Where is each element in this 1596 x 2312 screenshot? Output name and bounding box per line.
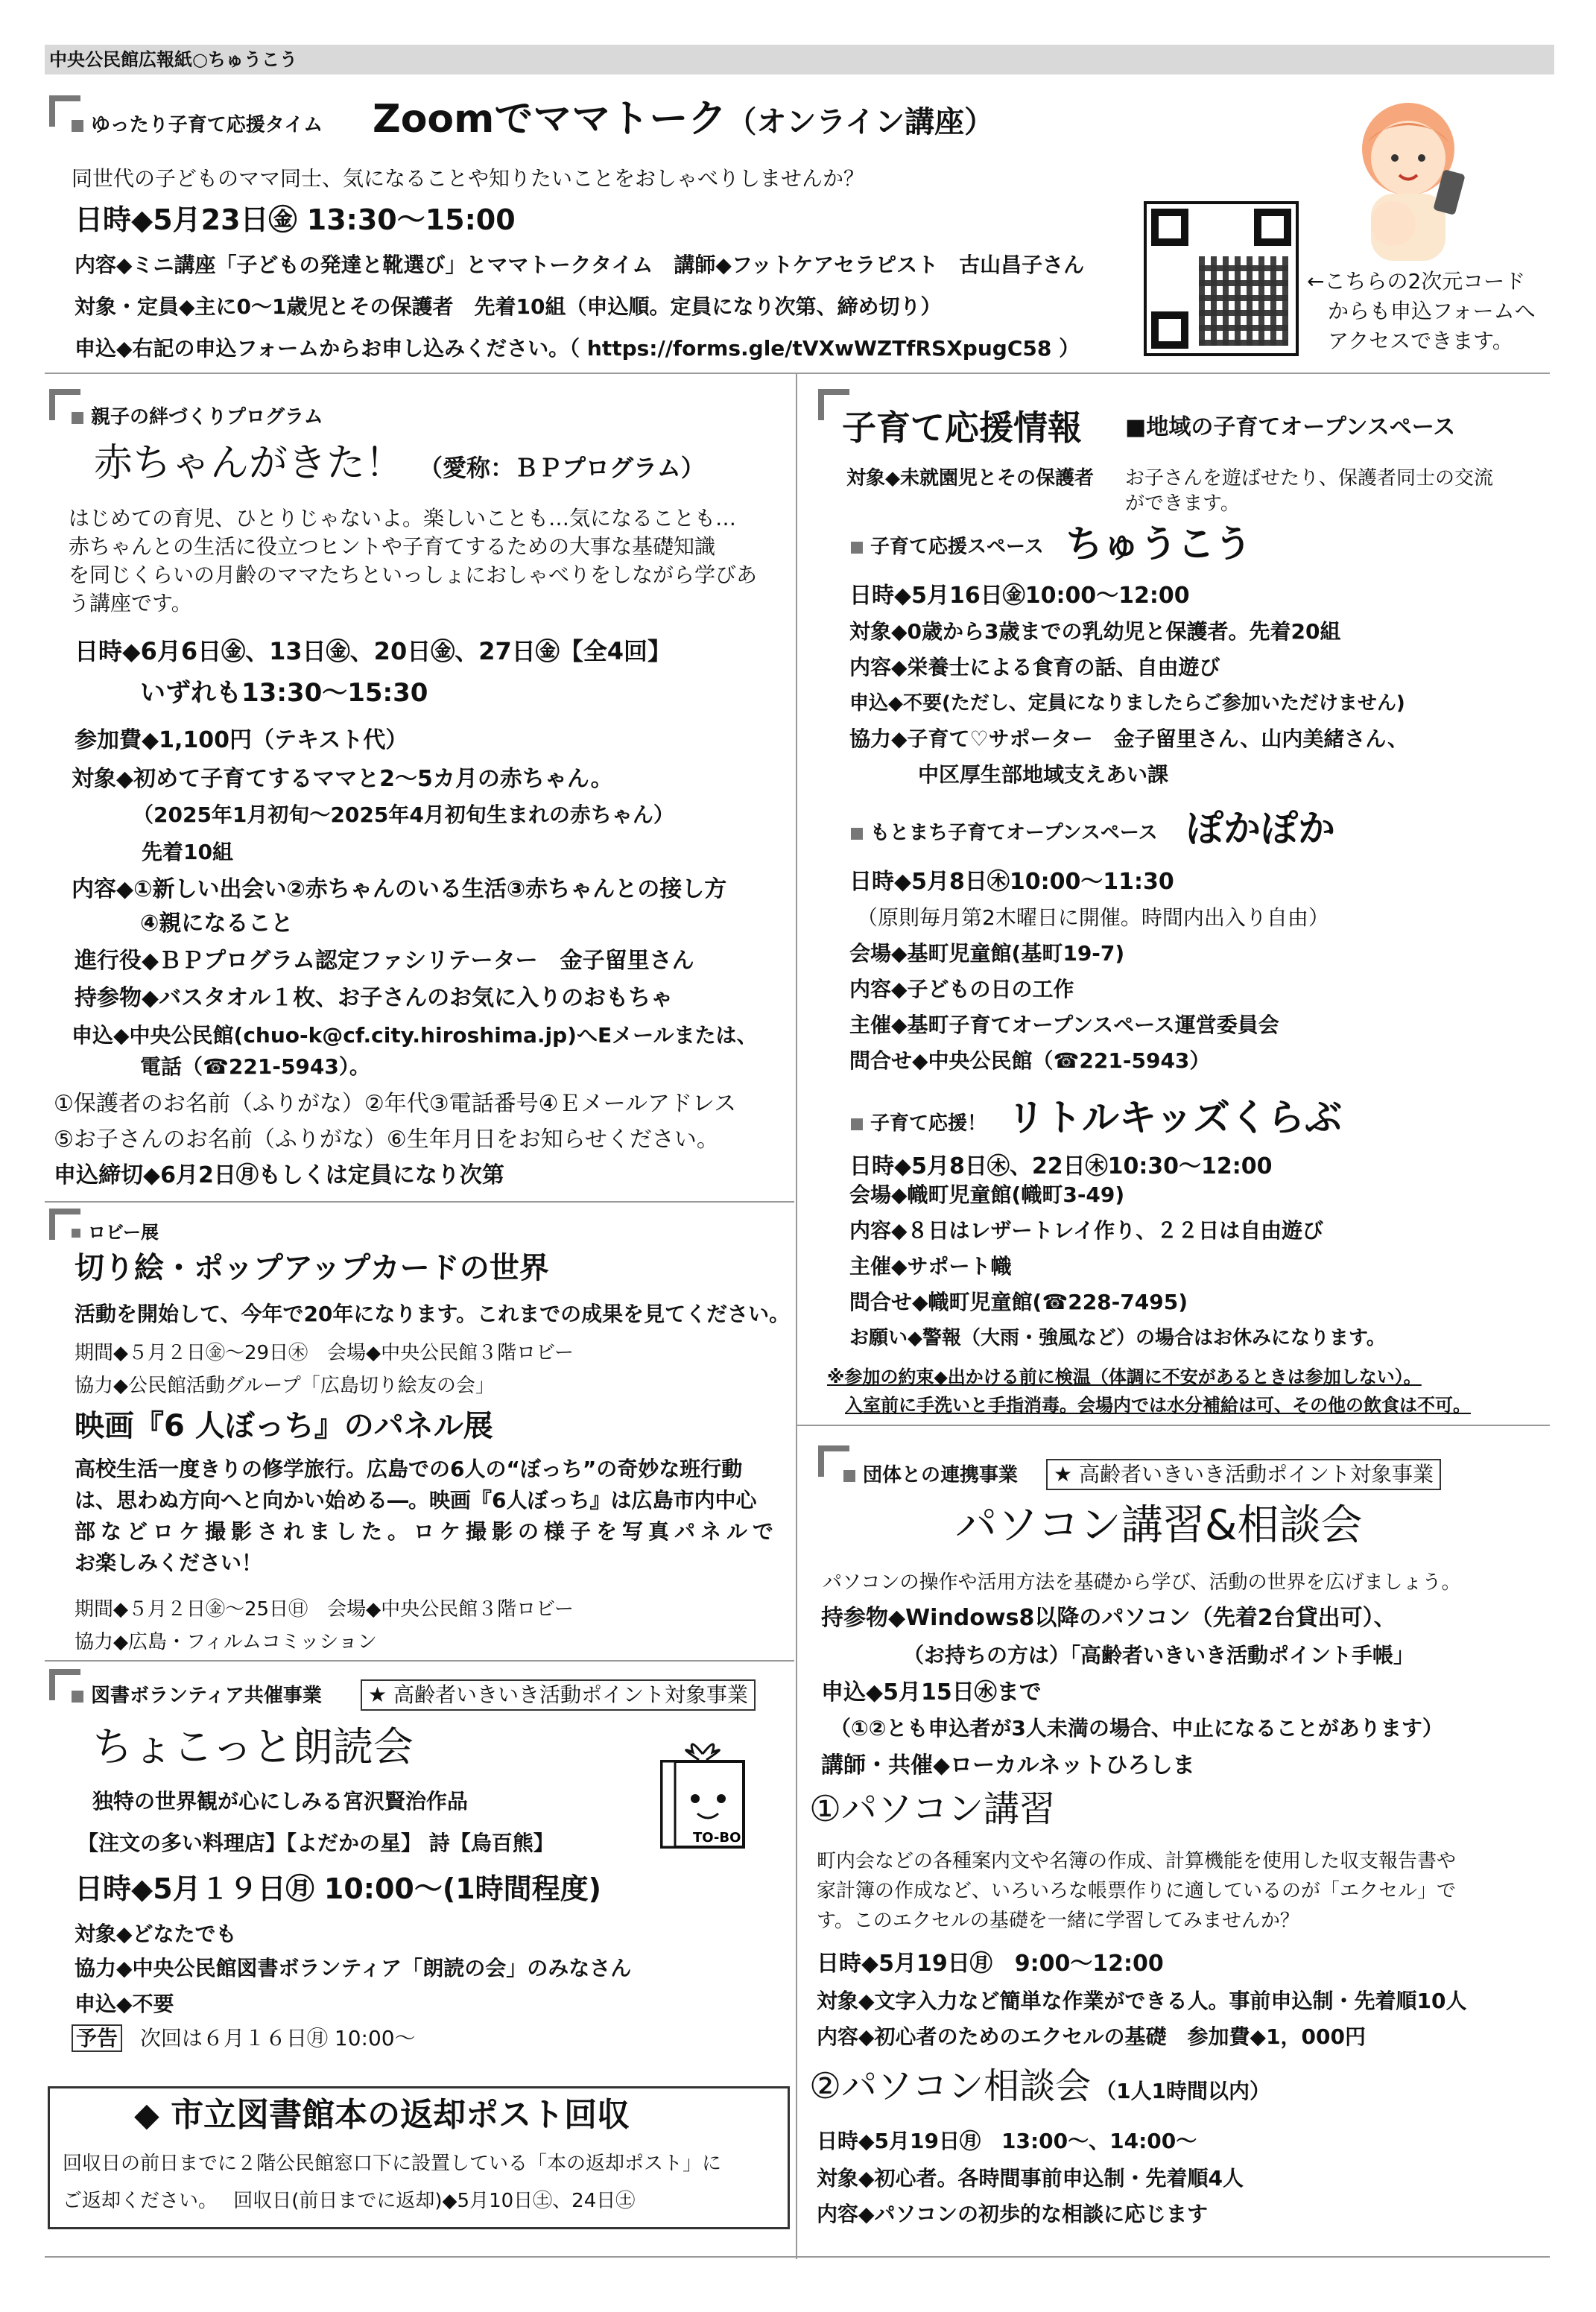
chuko-tag — [851, 533, 1044, 560]
chuko-tag-label: 子育て応援スペース — [870, 536, 1044, 558]
pc-apply-1: 申込◆5月15日㊌まで — [821, 1679, 1042, 1706]
pc-lesson-desc-2: 家計簿の作成など、いろいろな帳票作りに適しているのが「エクセル」で — [817, 1880, 1457, 1902]
bp-deadline: 申込締切◆6月2日㊊もしくは定員になり次第 — [54, 1162, 504, 1188]
pc-lesson-target: 対象◆文字入力など簡単な作業ができる人。事前申込制・先着順10人 — [817, 1989, 1467, 2013]
pc-tag — [843, 1462, 1018, 1489]
lobby-tag-label: ロビー展 — [88, 1222, 159, 1243]
square-icon — [72, 1691, 83, 1703]
reading-notice — [72, 2025, 416, 2052]
bp-tag — [72, 404, 323, 431]
little-contact: 問合せ◆幟町児童館(☎228-7495) — [849, 1290, 1188, 1314]
qr-finder — [1254, 209, 1291, 246]
bp-facilitator: 進行役◆ＢＰプログラム認定ファシリテーター 金子留里さん — [75, 948, 694, 974]
mascot-label: TO-BO — [693, 1830, 741, 1846]
zoom-apply: 申込◆右記の申込フォームからお申し込みください。（ https://forms.gle/tVXwWZTfRSXpugC58 ） — [75, 336, 1080, 361]
reading-badge: ★ 高齢者いきいき活動ポイント対象事業 — [361, 1679, 756, 1711]
poka-venue: 会場◆基町児童館(基町19-7) — [849, 941, 1125, 966]
qr-finder — [1151, 311, 1188, 349]
qr-note-2: からも申込フォームへ — [1328, 299, 1536, 323]
poka-note: （原則毎月第2木曜日に開催。時間内出入り自由） — [857, 905, 1329, 930]
square-icon — [72, 1229, 80, 1238]
lobby-desc-2a: 高校生活一度きりの修学旅行。広島での6人の“ぼっち”の奇妙な班行動 — [75, 1457, 743, 1481]
bp-bring: 持参物◆バスタオル１枚、お子さんのお気に入りのおもちゃ — [75, 985, 674, 1011]
bottom-divider — [45, 2256, 1550, 2258]
support-target: 対象◆未就園児とその保護者 — [846, 467, 1094, 490]
pc-lesson-date: 日時◆5月19日㊊ 9:00～12:00 — [817, 1951, 1164, 1977]
bp-apply-1: 申込◆中央公民館(chuo-k@cf.city.hiroshima.jp)へEメールまたは、 — [72, 1023, 758, 1048]
little-venue: 会場◆幟町児童館(幟町3-49) — [849, 1182, 1125, 1207]
bp-target-3: 先着10組 — [142, 840, 233, 864]
bp-intro-4: う講座です。 — [69, 591, 192, 615]
pc-intro: パソコンの操作や活用方法を基礎から学び、活動の世界を広げましょう。 — [823, 1571, 1461, 1594]
zoom-target: 対象・定員◆主に0～1歳児とその保護者 先着10組（申込順。定員になり次第、締め切り） — [75, 294, 942, 319]
pc-consult-title — [809, 2064, 1270, 2114]
mother-baby-illustration — [1326, 89, 1490, 268]
little-request: お願い◆警報（大雨・強風など）の場合はお休みになります。 — [849, 1327, 1386, 1349]
pc-consult-suffix: （1人1時間以内） — [1095, 2079, 1271, 2103]
notice-label: 予告 — [72, 2024, 122, 2052]
support-target-note-2: ができます。 — [1125, 493, 1240, 515]
qr-code[interactable] — [1144, 201, 1299, 356]
poka-host: 主催◆基町子育てオープンスペース運営委員会 — [849, 1013, 1279, 1037]
lobby-desc-2c: 部などロケ撮影されました。ロケ撮影の様子を写真パネルで — [75, 1519, 779, 1544]
little-tag-label: 子育て応援！ — [870, 1112, 987, 1135]
square-icon — [851, 542, 863, 554]
poka-date: 日時◆5月8日㊍10:00～11:30 — [849, 869, 1174, 895]
lobby-tag — [72, 1219, 159, 1246]
chuko-coop-1: 協力◆子育て♡サポーター 金子留里さん、山内美緒さん、 — [849, 726, 1408, 751]
poka-tag-label: もとまち子育てオープンスペース — [870, 822, 1158, 844]
pc-title: パソコン講習&相談会 — [955, 1501, 1363, 1550]
square-icon — [851, 1118, 863, 1130]
reading-target: 対象◆どなたでも — [75, 1922, 237, 1946]
lobby-period-2: 期間◆５月２日㊎～25日㊐ 会場◆中央公民館３階ロビー — [75, 1598, 574, 1621]
pc-consult-title-main: ②パソコン相談会 — [809, 2065, 1092, 2107]
reading-apply: 申込◆不要 — [75, 1992, 174, 2016]
bp-title — [94, 440, 705, 492]
bp-intro-3: を同じくらいの月齢のママたちといっしょにおしゃべりをしながら学びあ — [69, 563, 758, 587]
reading-works: 【注文の多い料理店】【よだかの星】 詩【烏百熊】 — [77, 1831, 554, 1855]
little-content: 内容◆８日はレザートレイ作り、２２日は自由遊び — [849, 1218, 1324, 1243]
little-date: 日時◆5月8日㊍、22日㊍10:30～12:00 — [849, 1153, 1273, 1179]
bp-tag-label: 親子の絆づくりプログラム — [91, 406, 323, 428]
support-subtitle: ■地域の子育てオープンスペース — [1125, 414, 1456, 440]
divider — [45, 373, 1550, 374]
lobby-title-1: 切り絵・ポップアップカードの世界 — [75, 1251, 549, 1285]
zoom-tag — [72, 112, 323, 139]
poka-contact: 問合せ◆中央公民館（☎221-5943） — [849, 1048, 1211, 1073]
qr-note-3: アクセスできます。 — [1328, 329, 1513, 353]
pc-consult-date: 日時◆5月19日㊊ 13:00～、14:00～ — [817, 2129, 1197, 2153]
bp-content-1: 内容◆①新しい出会い②赤ちゃんのいる生活③赤ちゃんとの接し方 — [72, 876, 727, 902]
zoom-title-main: Zoomでママトーク — [373, 97, 727, 142]
notice-text: 次回は６月１６日㊊ 10:00～ — [140, 2026, 416, 2050]
qr-note-1: ←こちらの2次元コード — [1307, 269, 1526, 294]
poka-tag — [851, 820, 1158, 846]
zoom-intro: 同世代の子どものママ同士、気になることや知りたいことをおしゃべりしませんか？ — [72, 166, 865, 191]
bp-target-2: （2025年1月初旬～2025年4月初旬生まれの赤ちゃん） — [133, 802, 674, 827]
reading-date: 日時◆5月１９日㊊ 10:00～(1時間程度) — [75, 1872, 602, 1905]
reading-title: ちょこっと朗読会 — [92, 1723, 414, 1770]
little-host: 主催◆サポート幟 — [849, 1254, 1012, 1279]
divider — [45, 1660, 794, 1662]
lobby-desc-2b: は、思わぬ方向へと向かい始める―。映画『6人ぼっち』は広島市内中心 — [75, 1488, 757, 1513]
lobby-period-1: 期間◆５月２日㊎～29日㊍ 会場◆中央公民館３階ロビー — [75, 1342, 574, 1364]
pc-consult-content: 内容◆パソコンの初歩的な相談に応じます — [817, 2202, 1208, 2226]
column-divider — [796, 374, 797, 2259]
bp-apply-2: 電話（☎221-5943）。 — [140, 1054, 370, 1079]
reading-sub: 独特の世界観が心にしみる宮沢賢治作品 — [92, 1789, 469, 1814]
rule-2: 入室前に手洗いと手指消毒。会場内では水分補給は可、その他の飲食は不可。 — [845, 1395, 1471, 1416]
zoom-title — [373, 95, 994, 146]
pc-lesson-title: ①パソコン講習 — [809, 1788, 1056, 1830]
bp-title-main: 赤ちゃんがきた！ — [94, 441, 405, 486]
square-icon — [851, 828, 863, 840]
zoom-date: 日時◆5月23日㊎ 13:30～15:00 — [75, 203, 516, 236]
poka-content: 内容◆子どもの日の工作 — [849, 977, 1074, 1001]
zoom-content: 内容◆ミニ講座「子どもの発達と靴選び」とママトークタイム 講師◆フットケアセラピスト 古山昌子さん — [75, 253, 1085, 277]
pc-lesson-content: 内容◆初心者のためのエクセルの基礎 参加費◆1，000円 — [817, 2024, 1366, 2049]
lobby-coop-2: 協力◆広島・フィルムコミッション — [75, 1631, 377, 1653]
square-icon — [843, 1470, 855, 1482]
pc-bring-1: 持参物◆Windows8以降のパソコン（先着2台貸出可）、 — [821, 1605, 1396, 1631]
chuko-content: 内容◆栄養士による食育の話、自由遊び — [849, 655, 1220, 680]
pc-lesson-desc-3: す。このエクセルの基礎を一緒に学習してみませんか？ — [817, 1910, 1299, 1932]
chuko-coop-2: 中区厚生部地域支えあい課 — [918, 762, 1169, 787]
reading-coop: 協力◆中央公民館図書ボランティア「朗読の会」のみなさん — [75, 1956, 632, 1980]
lobby-title-2: 映画『6 人ぼっち』のパネル展 — [75, 1409, 493, 1443]
support-title: 子育て応援情報 — [842, 408, 1082, 448]
pc-host: 講師・共催◆ローカルネットひろしま — [821, 1752, 1195, 1779]
reading-tag-label: 図書ボランティア共催事業 — [91, 1685, 322, 1707]
lobby-desc-2d: お楽しみください！ — [75, 1551, 263, 1575]
chuko-title: ちゅうこう — [1065, 522, 1252, 566]
bp-intro-2: 赤ちゃんとの生活に役立つヒントや子育てするための大事な基礎知識 — [69, 534, 716, 559]
support-target-note-1: お子さんを遊ばせたり、保護者同士の交流 — [1125, 467, 1494, 490]
rule-1: ※参加の約束◆出かける前に検温（体調に不安があるときは参加しない）。 — [827, 1366, 1422, 1387]
zoom-title-suffix: （オンライン講座） — [726, 105, 995, 139]
pc-bring-2: （お持ちの方は）「高齢者いきいき活動ポイント手帳」 — [903, 1643, 1415, 1668]
bp-intro-1: はじめての育児、ひとりじゃないよ。楽しいことも…気になることも… — [69, 506, 737, 531]
bp-date-1: 日時◆6月6日㊎、13日㊎、20日㊎、27日㊎【全4回】 — [75, 637, 672, 665]
library-title: ◆ 市立図書館本の返却ポスト回収 — [134, 2096, 630, 2134]
zoom-tag-label: ゆったり子育て応援タイム — [91, 114, 323, 136]
chuko-target: 対象◆0歳から3歳までの乳幼児と保護者。先着20組 — [849, 619, 1341, 644]
bp-date-2: いずれも13:30～15:30 — [140, 678, 428, 708]
bp-content-2: ④親になること — [140, 910, 294, 937]
pc-apply-2: （①②とも申込者が3人未満の場合、中止になることがあります） — [830, 1716, 1443, 1741]
bp-fee: 参加費◆1,100円（テキスト代） — [75, 727, 408, 753]
chuko-date: 日時◆5月16日㊎10:00～12:00 — [849, 583, 1190, 609]
pc-tag-label: 団体との連携事業 — [863, 1464, 1019, 1486]
newsletter-header: 中央公民館広報紙○ちゅうこう — [45, 45, 1554, 75]
pc-lesson-desc-1: 町内会などの各種案内文や名簿の作成、計算機能を使用した収支報告書や — [817, 1850, 1457, 1872]
square-icon — [72, 120, 83, 132]
library-line-2: ご返却ください。 回収日(前日までに返却)◆5月10日㊏、24日㊏ — [63, 2190, 636, 2212]
tobo-mascot-illustration — [647, 1732, 759, 1858]
lobby-desc-1: 活動を開始して、今年で20年になります。これまでの成果を見てください。 — [75, 1302, 791, 1326]
divider — [797, 1425, 1550, 1426]
poka-title: ぽかぽか — [1186, 807, 1335, 850]
bp-items-1: ①保護者のお名前（ふりがな）②年代③電話番号④Ｅメールアドレス — [54, 1091, 737, 1117]
library-line-1: 回収日の前日までに２階公民館窓口下に設置している「本の返却ポスト」に — [63, 2153, 722, 2175]
square-icon — [72, 412, 83, 424]
bp-title-suffix: （愛称：ＢＰプログラム） — [419, 454, 705, 482]
little-title: リトルキッズくらぶ — [1007, 1096, 1342, 1139]
chuko-apply: 申込◆不要(ただし、定員になりましたらご参加いただけません) — [849, 692, 1405, 715]
bp-target-1: 対象◆初めて子育てするママと2～5カ月の赤ちゃん。 — [72, 766, 613, 792]
pc-consult-target: 対象◆初心者。各時間事前申込制・先着順4人 — [817, 2166, 1244, 2191]
pc-badge: ★ 高齢者いきいき活動ポイント対象事業 — [1046, 1459, 1441, 1490]
qr-finder — [1151, 209, 1188, 246]
reading-tag — [72, 1682, 322, 1709]
lobby-coop-1: 協力◆公民館活動グループ「広島切り絵友の会」 — [75, 1375, 495, 1397]
little-tag — [851, 1110, 987, 1137]
divider — [45, 1201, 794, 1203]
bp-items-2: ⑤お子さんのお名前（ふりがな）⑥生年月日をお知らせください。 — [54, 1127, 719, 1153]
qr-modules — [1199, 256, 1288, 346]
